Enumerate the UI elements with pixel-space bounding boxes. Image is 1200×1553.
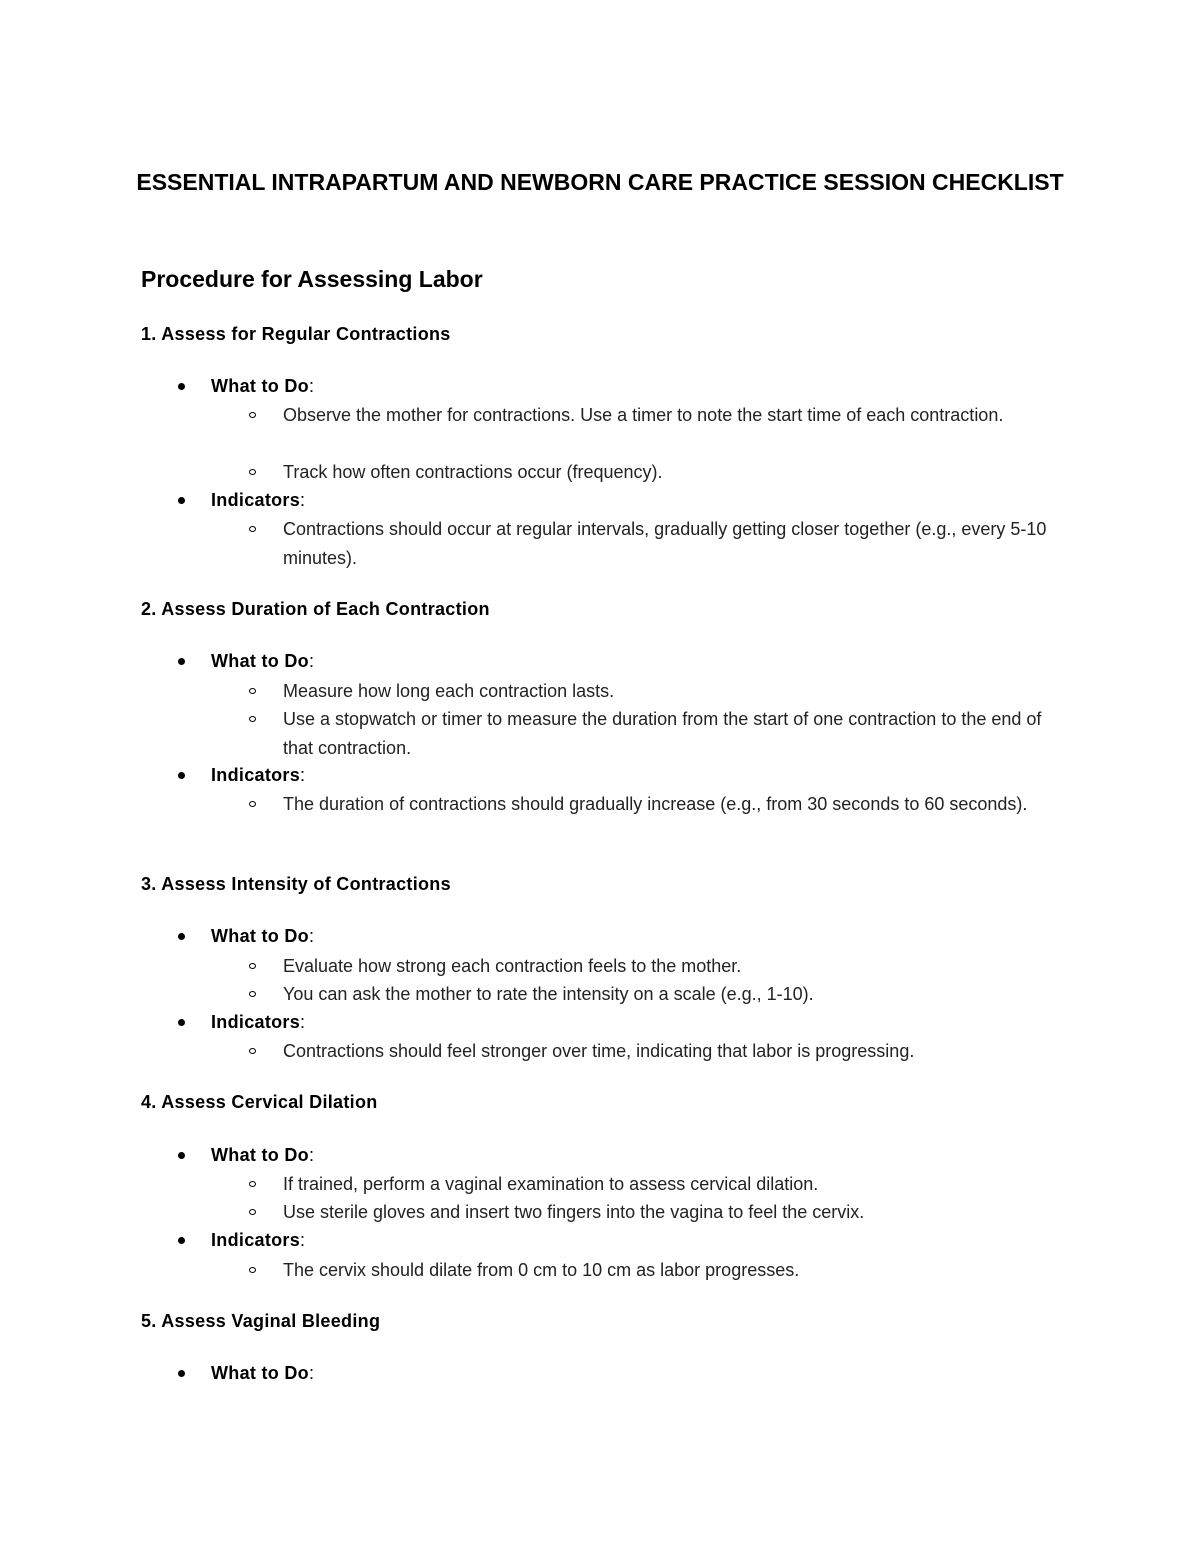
- bullet-circle-icon: [249, 1267, 256, 1273]
- list-item: Contractions should feel stronger over time, indicating that labor is progressing.: [283, 1041, 915, 1061]
- bullet-circle-icon: [249, 469, 256, 475]
- section-heading: Procedure for Assessing Labor: [141, 266, 483, 292]
- list-item: Use sterile gloves and insert two fingers into the vagina to feel the cervix.: [283, 1202, 865, 1222]
- bullet-circle-icon: [249, 688, 256, 694]
- list-item: Use a stopwatch or timer to measure the duration from the start of one contraction to the end of that contraction.: [283, 709, 1042, 758]
- list-item: You can ask the mother to rate the intensity on a scale (e.g., 1-10).: [283, 984, 814, 1004]
- list-item: Contractions should occur at regular intervals, gradually getting closer together (e.g., every 5-10 minutes).: [283, 519, 1047, 568]
- what-to-do-label: What to Do:: [211, 926, 314, 946]
- list-item: Observe the mother for contractions. Use a timer to note the start time of each contraction.: [283, 405, 1004, 425]
- indicators-label: Indicators:: [211, 1012, 306, 1032]
- what-to-do-label: What to Do:: [211, 1145, 314, 1165]
- bullet-circle-icon: [249, 716, 256, 722]
- step-4-title: 4. Assess Cervical Dilation: [141, 1092, 378, 1112]
- step-3-title: 3. Assess Intensity of Contractions: [141, 874, 451, 894]
- bullet-disc-icon: [178, 1019, 185, 1026]
- step-2-title: 2. Assess Duration of Each Contraction: [141, 599, 490, 619]
- bullet-circle-icon: [249, 1048, 256, 1054]
- bullet-circle-icon: [249, 963, 256, 969]
- bullet-circle-icon: [249, 801, 256, 807]
- bullet-disc-icon: [178, 497, 185, 504]
- list-item: Measure how long each contraction lasts.: [283, 681, 615, 701]
- bullet-disc-icon: [178, 658, 185, 665]
- list-item: The duration of contractions should gradually increase (e.g., from 30 seconds to 60 seconds).: [283, 794, 1028, 814]
- bullet-disc-icon: [178, 1370, 185, 1377]
- list-item: Evaluate how strong each contraction feels to the mother.: [283, 956, 742, 976]
- list-item: Track how often contractions occur (frequency).: [283, 462, 663, 482]
- bullet-circle-icon: [249, 412, 256, 418]
- bullet-disc-icon: [178, 1237, 185, 1244]
- bullet-circle-icon: [249, 1181, 256, 1187]
- bullet-circle-icon: [249, 1209, 256, 1215]
- bullet-disc-icon: [178, 1152, 185, 1159]
- indicators-label: Indicators:: [211, 490, 306, 510]
- list-item: The cervix should dilate from 0 cm to 10 cm as labor progresses.: [283, 1260, 800, 1280]
- document-title: ESSENTIAL INTRAPARTUM AND NEWBORN CARE PRACTICE SESSION CHECKLIST: [136, 169, 1064, 195]
- bullet-disc-icon: [178, 772, 185, 779]
- bullet-disc-icon: [178, 383, 185, 390]
- what-to-do-label: What to Do:: [211, 1363, 314, 1383]
- list-item: If trained, perform a vaginal examination to assess cervical dilation.: [283, 1174, 819, 1194]
- step-5-title: 5. Assess Vaginal Bleeding: [141, 1311, 381, 1331]
- bullet-circle-icon: [249, 991, 256, 997]
- bullet-disc-icon: [178, 933, 185, 940]
- what-to-do-label: What to Do:: [211, 651, 314, 671]
- indicators-label: Indicators:: [211, 1230, 306, 1250]
- bullet-circle-icon: [249, 526, 256, 532]
- step-1-title: 1. Assess for Regular Contractions: [141, 324, 451, 344]
- indicators-label: Indicators:: [211, 765, 306, 785]
- what-to-do-label: What to Do:: [211, 376, 314, 396]
